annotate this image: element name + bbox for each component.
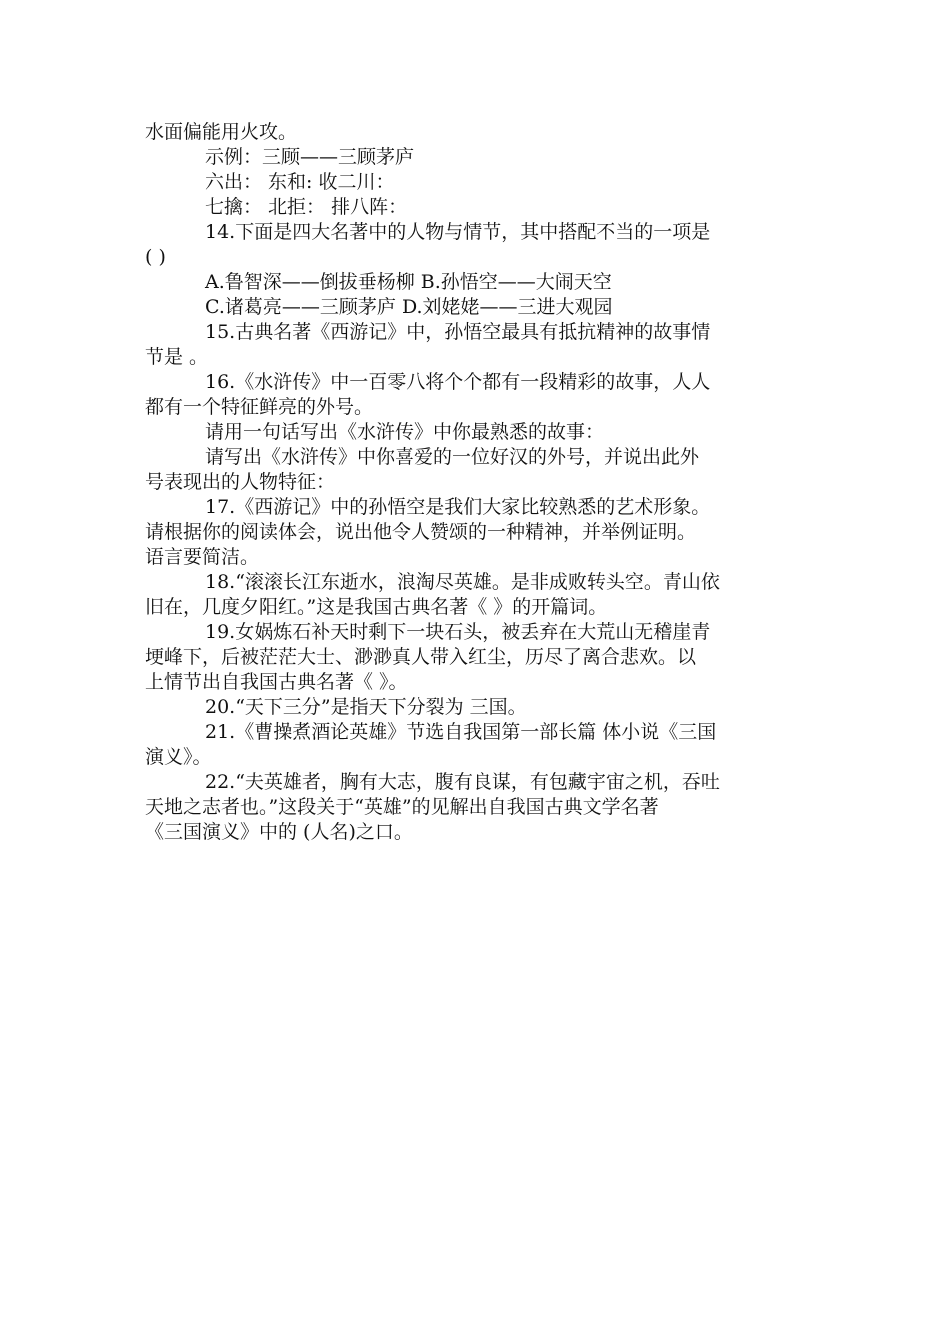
- document-page: [145, 120, 810, 845]
- text-line: 七擒： 北拒： 排八阵：: [205, 196, 408, 218]
- text-line: 节是 。: [145, 346, 209, 368]
- text-line: 埂峰下，后被茫茫大士、渺渺真人带入红尘，历尽了离合悲欢。以: [145, 646, 697, 668]
- text-line: 演义》。: [145, 746, 212, 768]
- question-14: 14.下面是四大名著中的人物与情节，其中搭配不当的一项是: [205, 221, 711, 243]
- text-line: 水面偏能用火攻。: [145, 121, 298, 143]
- question-18: 18.“滚滚长江东逝水，浪淘尽英雄。是非成败转头空。青山依: [205, 571, 720, 593]
- question-20: 20.“天下三分”是指天下分裂为 三国。: [205, 696, 527, 718]
- option-line: C.诸葛亮——三顾茅庐 D.刘姥姥——三进大观园: [205, 296, 613, 318]
- question-17: 17.《西游记》中的孙悟空是我们大家比较熟悉的艺术形象。: [205, 496, 711, 518]
- question-19: 19.女娲炼石补天时剩下一块石头，被丢弃在大荒山无稽崖青: [205, 621, 711, 643]
- option-line: A.鲁智深——倒拔垂杨柳 B.孙悟空——大闹天空: [205, 271, 612, 293]
- text-line: 上情节出自我国古典名著《 》。: [145, 671, 408, 693]
- question-22: 22.“夫英雄者，胸有大志，腹有良谋，有包藏宇宙之机，吞吐: [205, 771, 720, 793]
- text-line: 请根据你的阅读体会，说出他令人赞颂的一种精神，并举例证明。: [145, 521, 697, 543]
- question-15: 15.古典名著《西游记》中，孙悟空最具有抵抗精神的故事情: [205, 321, 711, 343]
- question-21: 21.《曹操煮酒论英雄》节选自我国第一部长篇 体小说《三国: [205, 721, 717, 743]
- text-line: 号表现出的人物特征：: [145, 471, 336, 493]
- text-line: 六出： 东和: 收二川：: [205, 171, 395, 193]
- text-line: 《三国演义》中的 (人名)之口。: [145, 821, 413, 843]
- text-line: 示例：三顾——三顾茅庐: [205, 146, 415, 168]
- text-line: 语言要简洁。: [145, 546, 260, 568]
- question-16: 16.《水浒传》中一百零八将个个都有一段精彩的故事，人人: [205, 371, 711, 393]
- text-line: 请写出《水浒传》中你喜爱的一位好汉的外号，并说出此外: [205, 446, 700, 468]
- text-line: ( ): [145, 246, 166, 268]
- text-line: 都有一个特征鲜亮的外号。: [145, 396, 374, 418]
- text-line: 旧在，几度夕阳红。”这是我国古典名著《 》的开篇词。: [145, 596, 608, 618]
- text-line: 天地之志者也。”这段关于“英雄”的见解出自我国古典文学名著: [145, 796, 659, 818]
- text-line: 请用一句话写出《水浒传》中你最熟悉的故事：: [205, 421, 605, 443]
